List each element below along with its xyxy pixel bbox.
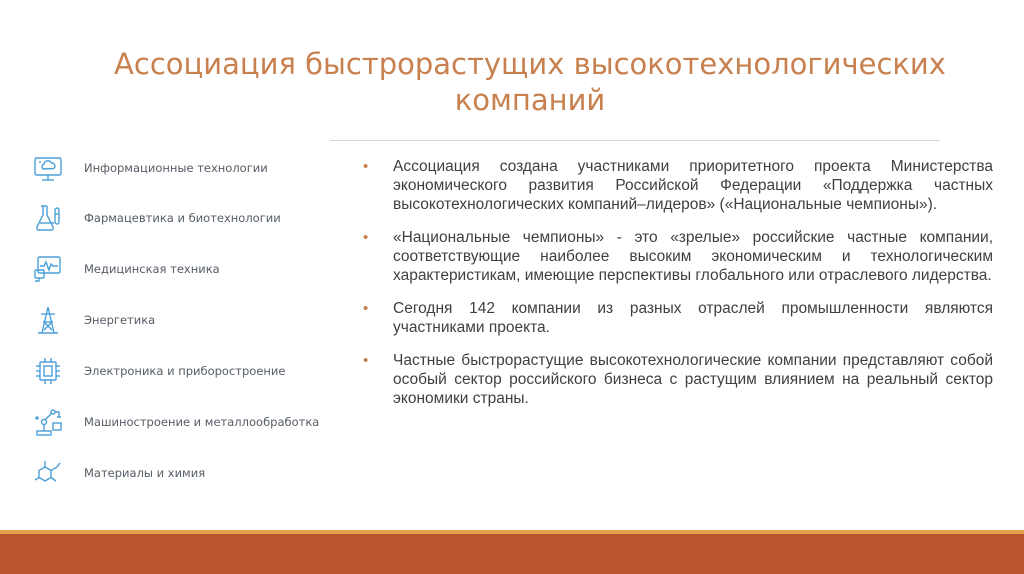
industry-label: Медицинская техника xyxy=(84,262,220,276)
industry-item-it xyxy=(28,148,268,188)
title-line-1: Ассоциация быстрорастущих высокотехнологических xyxy=(114,47,946,81)
medical-device-icon xyxy=(28,251,68,287)
industry-item-pharma xyxy=(28,198,281,238)
title-line-2: компаний xyxy=(454,83,606,117)
industry-label: Материалы и химия xyxy=(84,466,206,480)
industry-label: Машиностроение и металлообработка xyxy=(84,415,320,429)
title-divider xyxy=(330,140,940,141)
industry-item-materials xyxy=(28,453,205,493)
industry-label: Фармацевтика и биотехнологии xyxy=(84,211,281,225)
cloud-computer-icon xyxy=(28,150,68,186)
power-tower-icon xyxy=(28,302,68,338)
bullet-item: • Частные быстрорастущие высокотехнологические компании представляют собой особый сектор российского бизнеса с растущим влиянием на реальный сектор экономики страны. xyxy=(363,351,993,408)
industry-label: Энергетика xyxy=(84,313,156,327)
bullet-item: • Ассоциация создана участниками приоритетного проекта Министерства экономического развития Российской Федерации «Поддержка частных высокотехнологических компаний–лидеров» («Национальные чемпионы»). xyxy=(363,157,993,214)
bullet-item: • «Национальные чемпионы» - это «зрелые» российские частные компании, соответствующие наиболее высоким экономическим и технологическим характеристикам, имеющие перспективы глобального или отраслевого лидерства. xyxy=(363,228,993,285)
slide-title xyxy=(90,46,970,118)
industry-item-medtech xyxy=(28,249,220,289)
footer-band xyxy=(0,534,1024,574)
industry-label: Электроника и приборостроение xyxy=(84,364,286,378)
industry-item-energy xyxy=(28,300,155,340)
industry-label: Информационные технологии xyxy=(84,161,268,175)
bullet-list xyxy=(363,157,993,422)
industry-item-machinery xyxy=(28,402,319,442)
molecule-icon xyxy=(28,455,68,491)
robotic-arm-icon xyxy=(28,404,68,440)
microchip-icon xyxy=(28,353,68,389)
footer-bar xyxy=(0,530,1024,574)
bullet-item: • Сегодня 142 компании из разных отраслей промышленности являются участниками проекта. xyxy=(363,299,993,337)
flask-icon xyxy=(28,200,68,236)
industry-item-electronics xyxy=(28,351,285,391)
